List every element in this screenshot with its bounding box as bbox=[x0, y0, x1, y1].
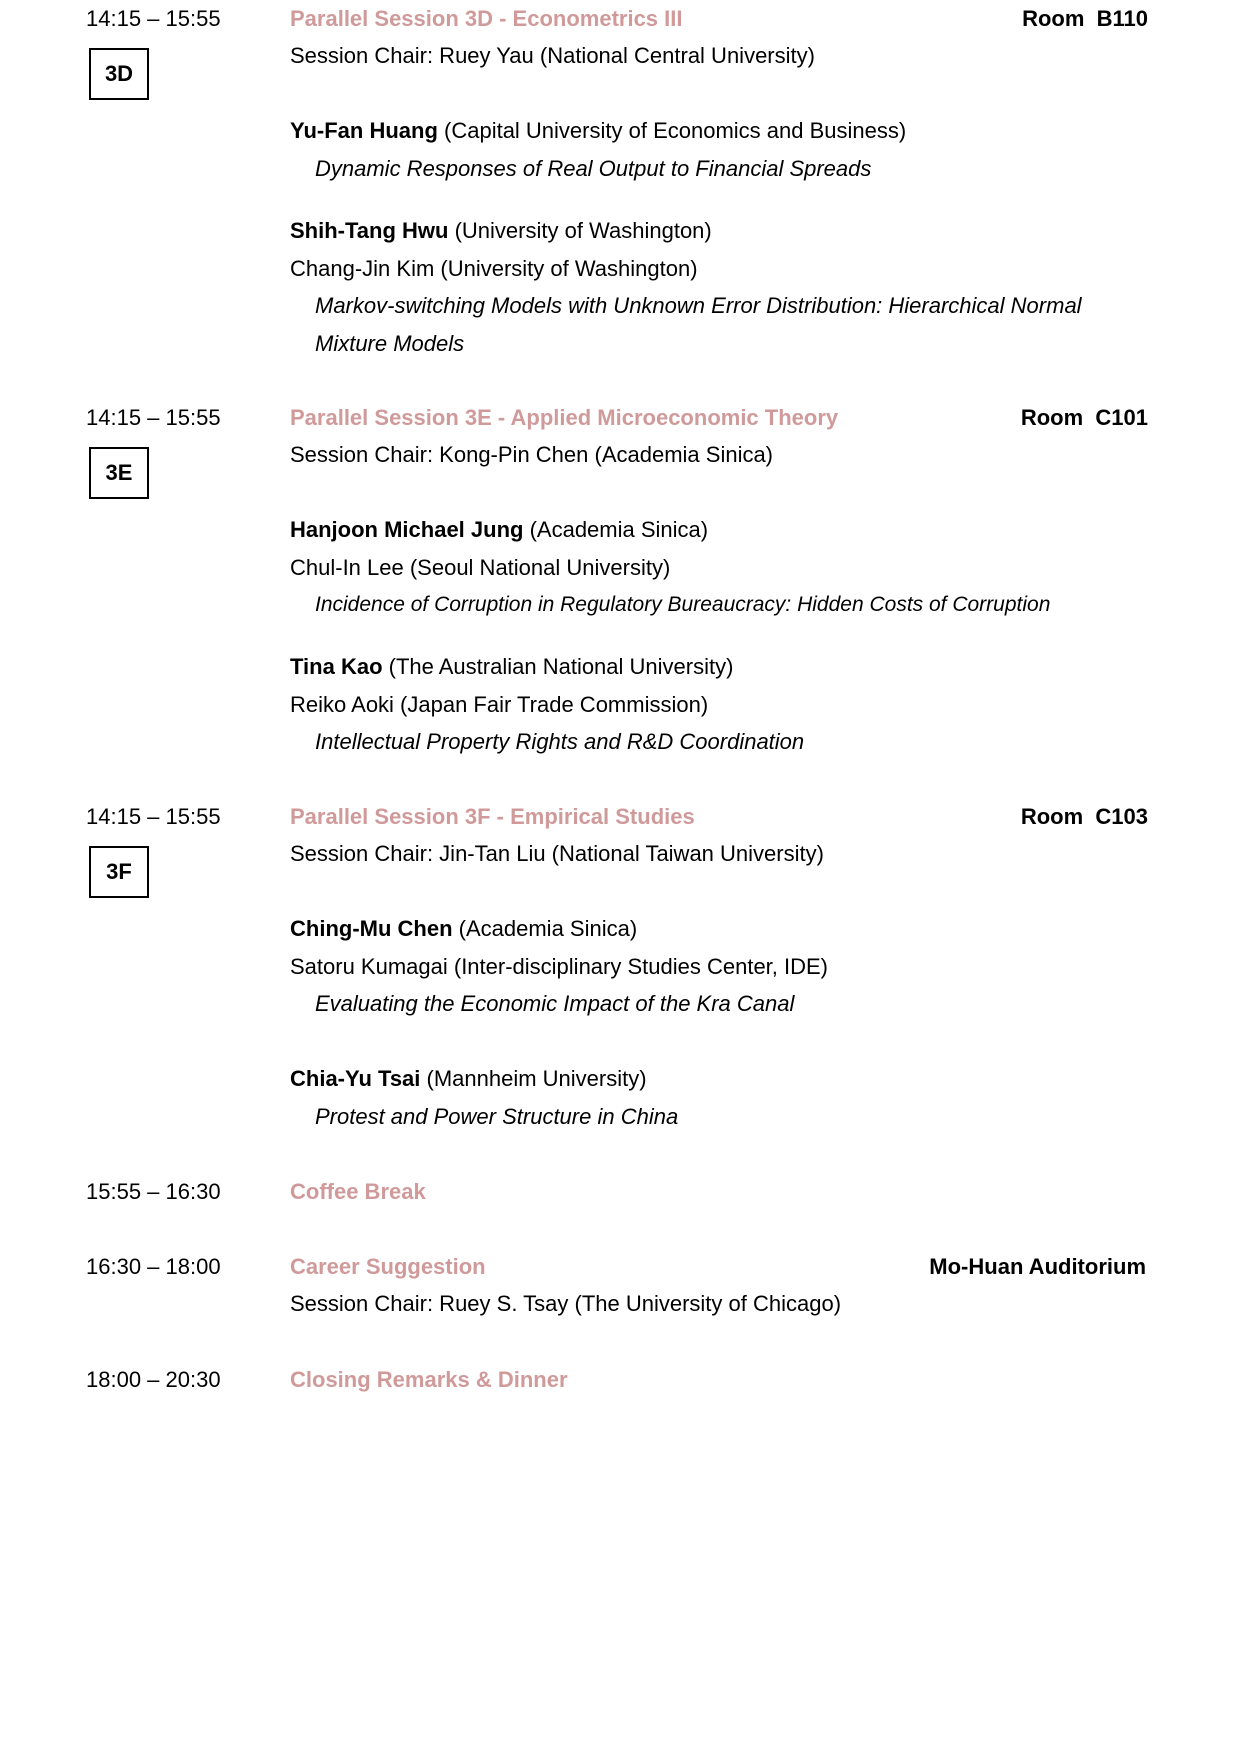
paper-title: Dynamic Responses of Real Output to Financial Spreads bbox=[315, 156, 872, 181]
presenter-name: Ching-Mu Chen bbox=[290, 916, 453, 941]
presenter-affiliation: (The Australian National University) bbox=[382, 654, 734, 679]
presenter-affiliation: (Capital University of Economics and Business) bbox=[437, 118, 907, 143]
session-room: Room C103 bbox=[1020, 804, 1148, 829]
session-time: 14:15 – 15:55 bbox=[86, 405, 221, 430]
presenter-affiliation: (Academia Sinica) bbox=[523, 517, 709, 542]
session-time: 14:15 – 15:55 bbox=[86, 6, 221, 31]
paper-title: Markov-switching Models with Unknown Error Distribution: Hierarchical Normal bbox=[315, 293, 1082, 318]
paper-title-cont: Mixture Models bbox=[315, 331, 465, 356]
event-title: Coffee Break bbox=[290, 1179, 426, 1204]
event-room: Mo-Huan Auditorium bbox=[929, 1254, 1146, 1279]
session-title: Parallel Session 3D - Econometrics III bbox=[290, 6, 683, 31]
session-chair: Session Chair: Kong-Pin Chen (Academia Sinica) bbox=[290, 442, 774, 467]
paper-coauthor: Chul-In Lee (Seoul National University) bbox=[290, 555, 671, 580]
paper-presenter bbox=[290, 1066, 647, 1092]
presenter-affiliation: (Academia Sinica) bbox=[452, 916, 638, 941]
paper-title: Protest and Power Structure in China bbox=[315, 1104, 679, 1129]
paper-coauthor: Reiko Aoki (Japan Fair Trade Commission) bbox=[290, 692, 709, 717]
presenter-name: Hanjoon Michael Jung bbox=[290, 517, 524, 542]
paper-presenter bbox=[290, 517, 708, 543]
paper-presenter bbox=[290, 118, 906, 144]
paper-coauthor: Satoru Kumagai (Inter-disciplinary Studies Center, IDE) bbox=[290, 954, 829, 979]
presenter-name: Shih-Tang Hwu bbox=[290, 218, 449, 243]
event-time: 16:30 – 18:00 bbox=[86, 1254, 221, 1279]
event-title: Career Suggestion bbox=[290, 1254, 486, 1279]
session-chair: Session Chair: Ruey Yau (National Central University) bbox=[290, 43, 815, 68]
session-room: Room B110 bbox=[1022, 6, 1148, 31]
presenter-name: Chia-Yu Tsai bbox=[290, 1066, 421, 1091]
event-title: Closing Remarks & Dinner bbox=[290, 1367, 568, 1392]
session-code-box: 3F bbox=[89, 846, 149, 898]
event-time: 18:00 – 20:30 bbox=[86, 1367, 221, 1392]
session-title: Parallel Session 3F - Empirical Studies bbox=[290, 804, 695, 829]
presenter-affiliation: (Mannheim University) bbox=[420, 1066, 647, 1091]
paper-title: Incidence of Corruption in Regulatory Bureaucracy: Hidden Costs of Corruption bbox=[315, 593, 1051, 616]
event-chair: Session Chair: Ruey S. Tsay (The University of Chicago) bbox=[290, 1291, 842, 1316]
session-chair: Session Chair: Jin-Tan Liu (National Taiwan University) bbox=[290, 841, 824, 866]
presenter-name: Yu-Fan Huang bbox=[290, 118, 438, 143]
paper-presenter bbox=[290, 916, 637, 942]
session-code-box: 3E bbox=[89, 447, 149, 499]
session-code-box: 3D bbox=[89, 48, 149, 100]
paper-coauthor: Chang-Jin Kim (University of Washington) bbox=[290, 256, 698, 281]
session-room: Room C101 bbox=[1020, 405, 1148, 430]
session-time: 14:15 – 15:55 bbox=[86, 804, 221, 829]
paper-presenter bbox=[290, 654, 733, 680]
paper-title: Evaluating the Economic Impact of the Kra Canal bbox=[315, 991, 795, 1016]
paper-presenter bbox=[290, 218, 712, 244]
presenter-name: Tina Kao bbox=[290, 654, 383, 679]
event-time: 15:55 – 16:30 bbox=[86, 1179, 221, 1204]
presenter-affiliation: (University of Washington) bbox=[448, 218, 712, 243]
session-title: Parallel Session 3E - Applied Microeconomic Theory bbox=[290, 405, 839, 430]
paper-title: Intellectual Property Rights and R&D Coordination bbox=[315, 729, 805, 754]
